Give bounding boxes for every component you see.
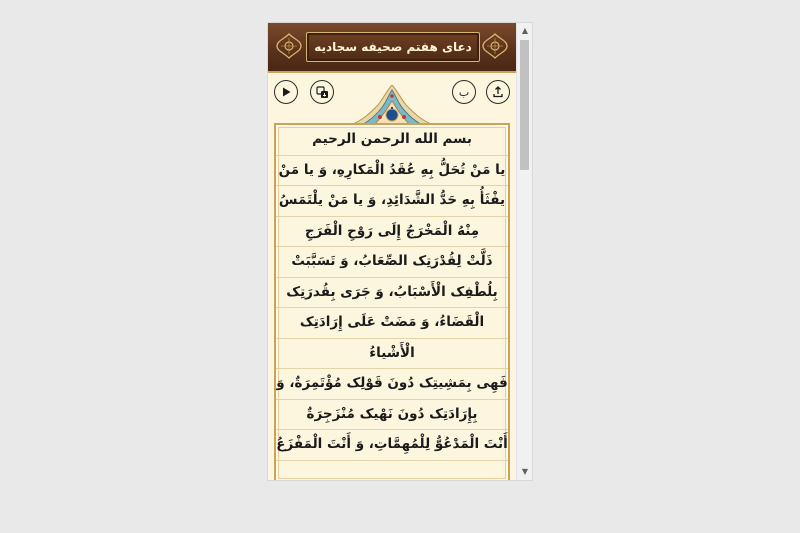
left-ornament-icon (274, 31, 304, 61)
font-size-label: ب (458, 85, 470, 99)
translate-button[interactable] (310, 80, 334, 104)
header-bar (268, 23, 516, 73)
decorative-medallion-icon (350, 85, 434, 125)
prayer-text-panel[interactable] (274, 123, 510, 480)
right-ornament-icon (480, 31, 510, 61)
prayer-line: ذَلَّتْ لِقُدْرَتِک الصِّعَابُ، وَ تَسَبَّبَتْ (276, 247, 508, 278)
prayer-line: فَهِی بِمَشِيتِک دُونَ قَوْلِک مُؤْتَمِرَةٌ، وَ (276, 369, 508, 400)
prayer-line: مِنْهُ الْمَخْرَجُ إِلَى رَوْحِ الْفَرَجِ (276, 217, 508, 248)
prayer-line: بِإِرَادَتِک دُونَ نَهْيک مُنْزَجِرَةٌ (276, 400, 508, 431)
play-icon (280, 86, 292, 98)
share-button[interactable] (486, 80, 510, 104)
prayer-line: الْقَضَاءُ، وَ مَضَتْ عَلَى إِرَادَتِک (276, 308, 508, 339)
scroll-up-icon[interactable]: ▲ (521, 26, 529, 35)
prayer-line: الْأَشْياءُ (276, 339, 508, 370)
prayer-line: بسم الله الرحمن الرحیم (276, 125, 508, 156)
prayer-line: أَنْتَ الْمَدْعُوُّ لِلْمُهِمَّاتِ، وَ أَنْتَ الْمَفْزَعُ (276, 430, 508, 461)
title-frame (306, 32, 480, 62)
prayer-line: يا مَنْ تُحَلُّ بِهِ عُقَدُ الْمَكارِهِ، وَ يا مَنْ (276, 156, 508, 187)
scroll-down-icon[interactable]: ▼ (521, 467, 529, 476)
app-window (268, 23, 532, 480)
scrollbar-thumb[interactable] (520, 40, 529, 170)
vertical-scrollbar[interactable] (516, 23, 532, 480)
share-icon (492, 86, 504, 98)
font-size-button[interactable] (452, 80, 476, 104)
page-title: دعای هفتم صحیفه سجادیه (314, 40, 472, 54)
play-button[interactable] (274, 80, 298, 104)
translate-icon (316, 86, 329, 99)
prayer-line: بِلُطْفِک الْأَسْبَابُ، وَ جَرَى بِقُدرَتِک (276, 278, 508, 309)
prayer-line: يفْثَأُ بِهِ حَدُّ الشَّدَائِدِ، وَ يا مَنْ يلْتَمَسُ (276, 186, 508, 217)
